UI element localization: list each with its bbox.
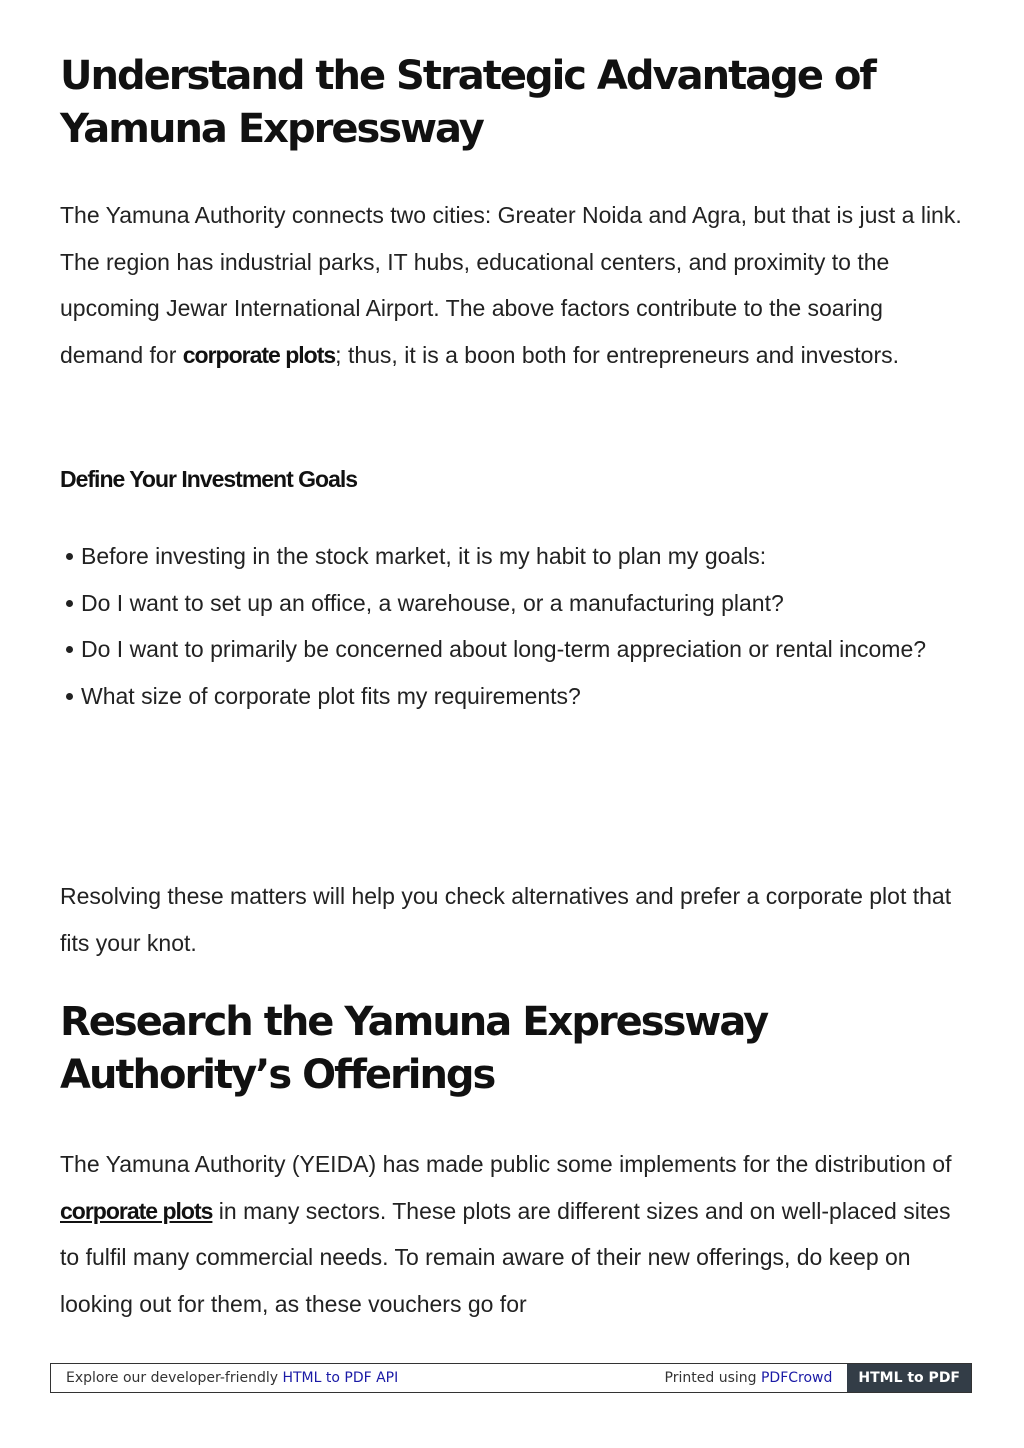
goals-list: [60, 533, 991, 719]
research-text-end: in many sectors. These plots are different sizes and on well-placed sites to fulfil many commercial needs. To remain aware of their new offerings, do keep on looking out for them, as these vouchers go for: [60, 1197, 951, 1317]
pdfcrowd-footer-bar: [50, 1363, 972, 1393]
research-paragraph: [60, 1141, 970, 1327]
footer-printed: [665, 1370, 848, 1386]
html-to-pdf-api-link[interactable]: HTML to PDF API: [282, 1370, 399, 1386]
intro-text-end: ; thus, it is a boon both for entrepreneurs and investors.: [335, 341, 899, 368]
html-to-pdf-button[interactable]: HTML to PDF: [847, 1364, 971, 1392]
list-item: Do I want to primarily be concerned about long-term appreciation or rental income?: [81, 626, 991, 673]
pdfcrowd-link[interactable]: PDFCrowd: [760, 1370, 833, 1386]
footer-explore: [51, 1370, 665, 1386]
section-heading-research-offerings: Research the Yamuna Expressway Authority’s Offerings: [60, 999, 768, 1098]
list-item: Before investing in the stock market, it is my habit to plan my goals:: [81, 533, 991, 580]
corporate-plots-link-2[interactable]: corporate plots: [60, 1197, 213, 1224]
footer-explore-text: Explore our developer-friendly: [66, 1370, 283, 1386]
resolve-paragraph: Resolving these matters will help you check alternatives and prefer a corporate plot that fits your knot.: [60, 883, 952, 956]
research-text-start: The Yamuna Authority (YEIDA) has made public some implements for the distribution of: [60, 1151, 952, 1177]
intro-paragraph: [60, 192, 970, 378]
intro-text-start: The Yamuna Authority connects two cities: Greater Noida and Agra, but that is just a link. The region has industrial parks, IT hubs, educational centers, and proximity to the upcoming Jewar International Airport. The above factors contribute to the soaring demand for: [60, 202, 962, 368]
section-heading-strategic-advantage: Understand the Strategic Advantage of Yamuna Expressway: [60, 53, 875, 152]
investment-goals-subheading: Define Your Investment Goals: [60, 466, 358, 492]
corporate-plots-link-1[interactable]: corporate plots: [182, 341, 336, 368]
footer-printed-text: Printed using: [664, 1370, 761, 1386]
list-item: What size of corporate plot fits my requirements?: [81, 673, 991, 720]
list-item: Do I want to set up an office, a warehouse, or a manufacturing plant?: [81, 580, 991, 627]
